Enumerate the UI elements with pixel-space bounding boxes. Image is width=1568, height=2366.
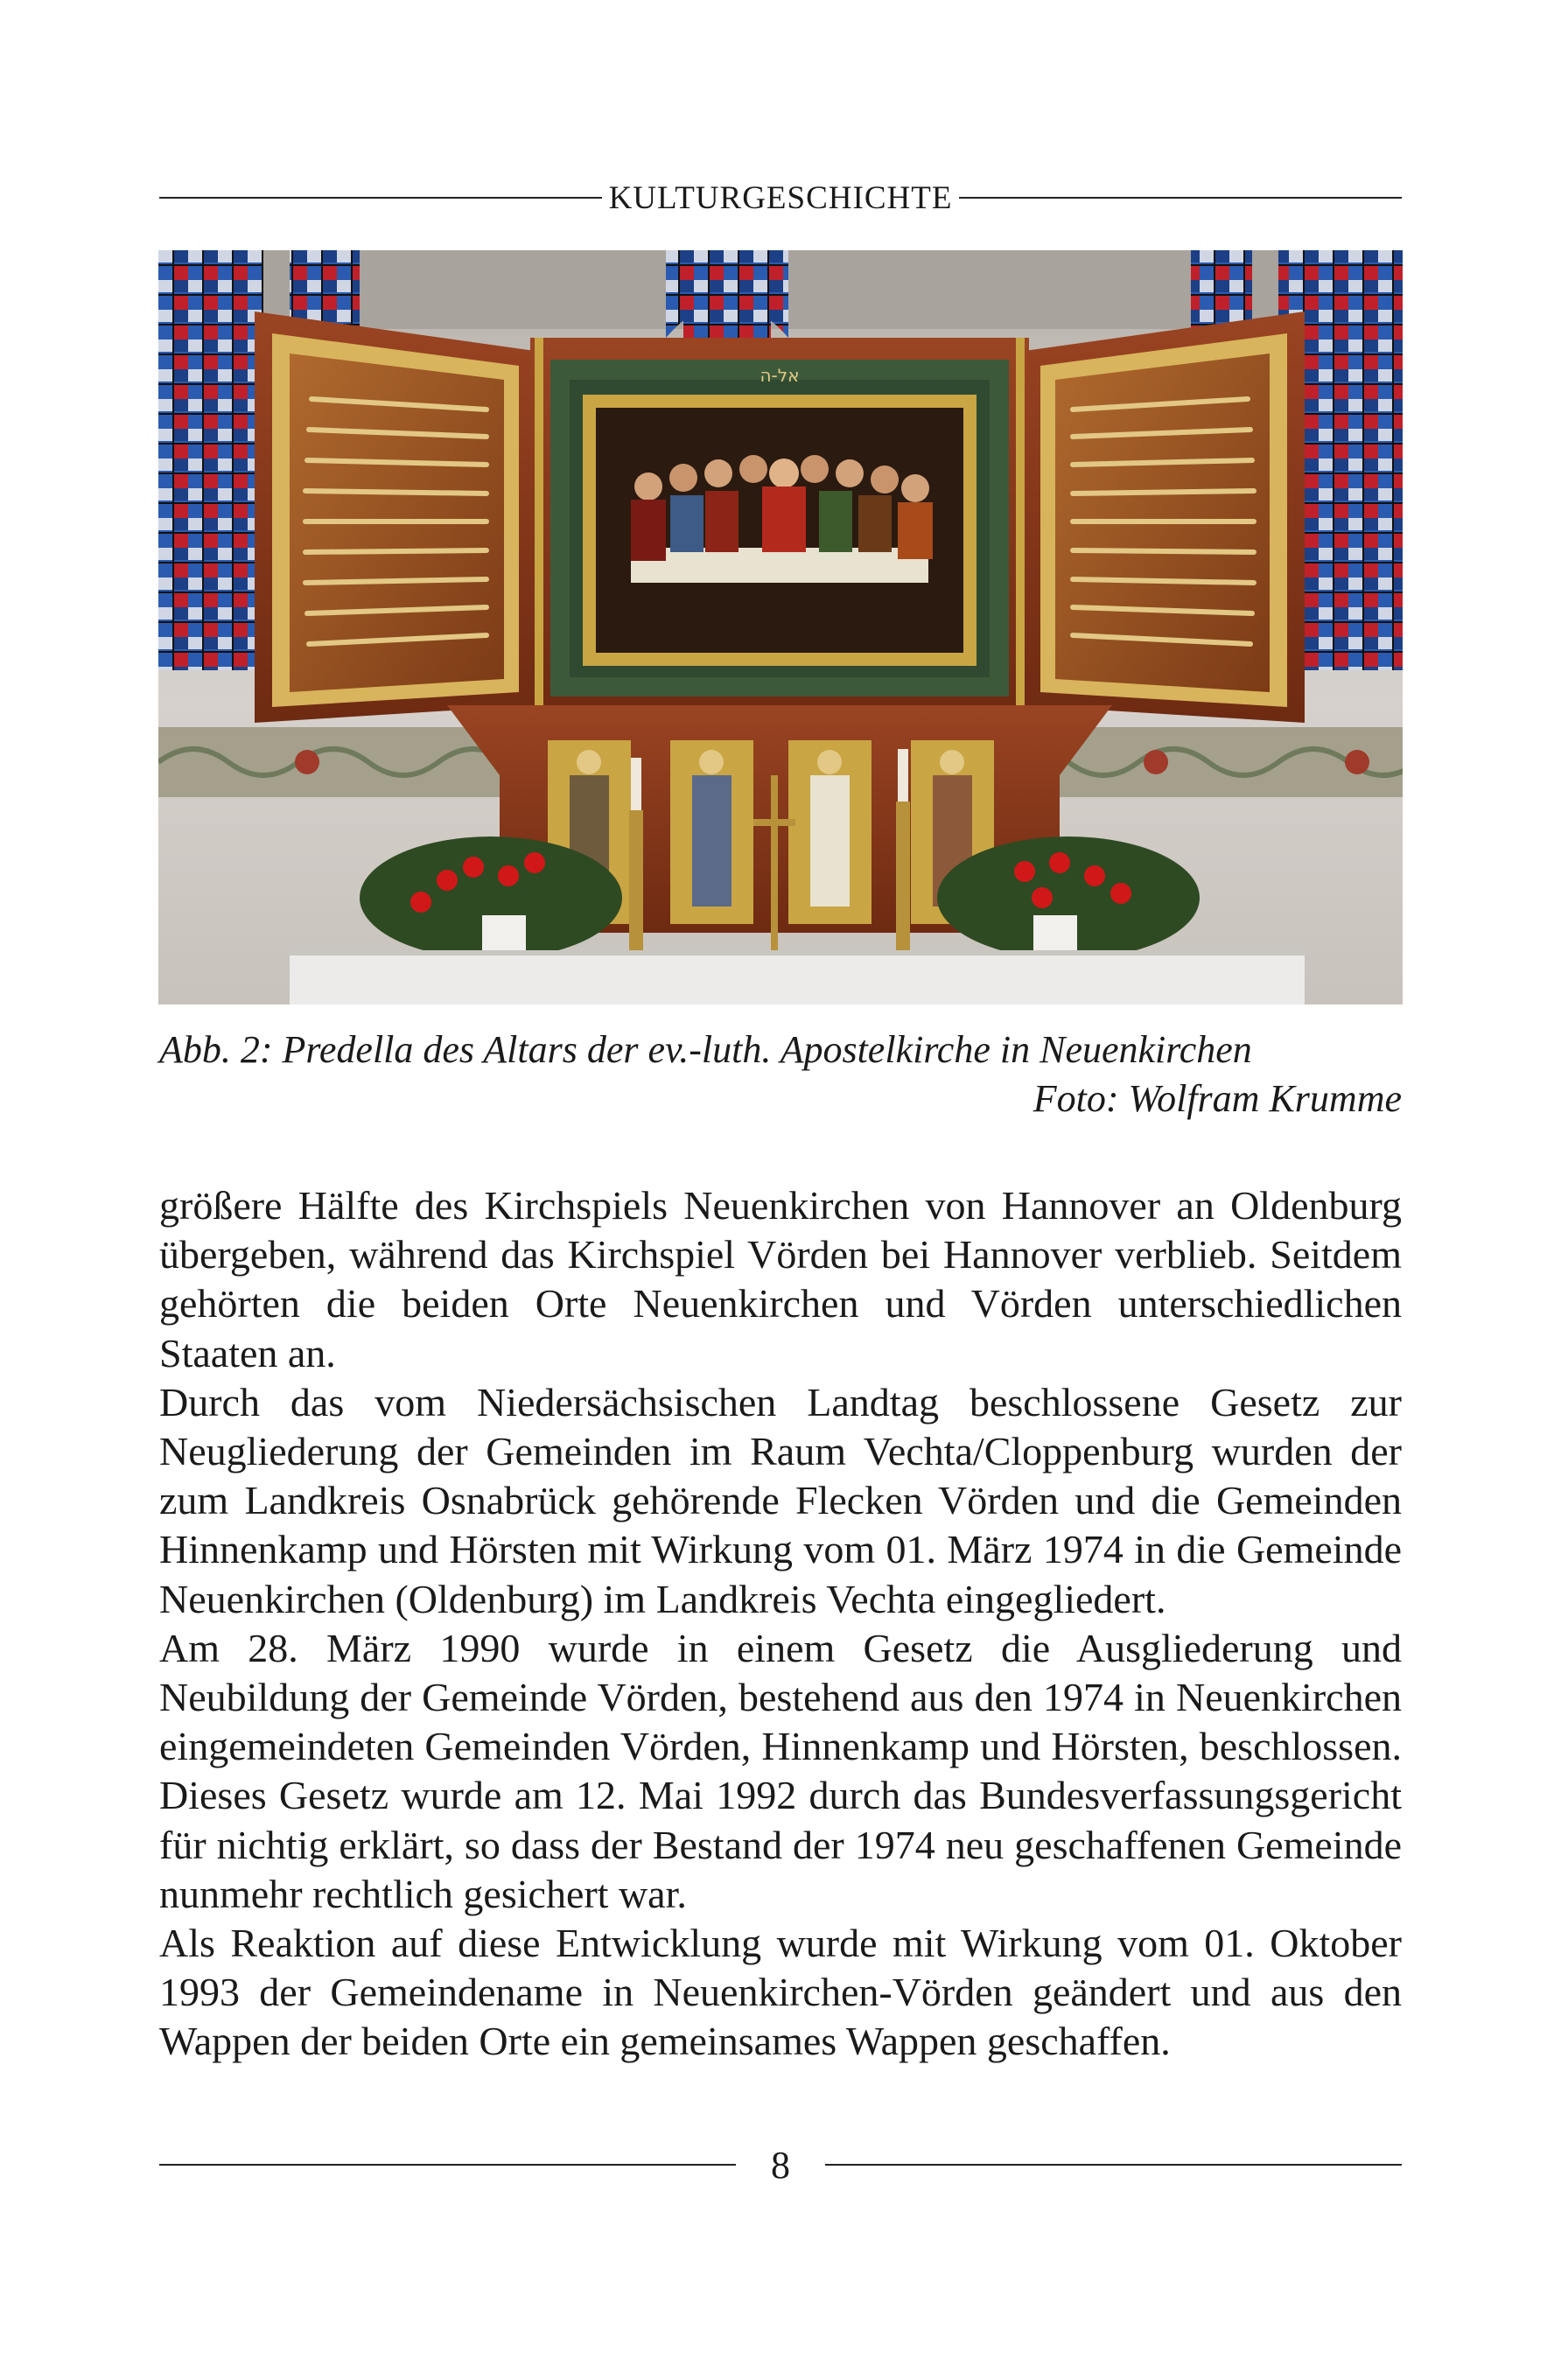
altar-wing-left xyxy=(255,312,535,723)
hebrew-inscription: אל-ה xyxy=(760,365,800,386)
stained-glass-window-left xyxy=(158,250,263,670)
header-rule-right xyxy=(959,197,1402,199)
paragraph: Durch das vom Niedersächsischen Landtag beschlossene Gesetz zur Neugliederung der Gemeinden im Raum Vechta/Cloppenburg wurden der zum Landkreis Osnabrück gehörende Flecken Vörden und die Gemeinden Hinnenkamp und Hörsten mit Wirkung vom 01. März 1974 in die Gemeinde Neuenkirchen (Oldenburg) im Landkreis Vechta eingegliedert. xyxy=(159,1379,1402,1621)
section-title: KULTURGESCHICHTE xyxy=(608,179,953,216)
footer-rule-right xyxy=(825,2164,1402,2166)
altar-table xyxy=(290,950,1305,1004)
altar-photo xyxy=(158,250,1403,1004)
altar-center-panel xyxy=(530,338,1029,714)
figure-caption xyxy=(159,1026,1402,1124)
caption-text: Abb. 2: Predella des Altars der ev.-luth. Apostelkirche in Neuenkirchen xyxy=(159,1028,1252,1071)
paragraph: größere Hälfte des Kirchspiels Neuenkirchen von Hannover an Oldenburg übergeben, während das Kirchspiel Vörden bei Hannover verblieb. Seitdem gehörten die beiden Orte Neuenkirchen und Vörden unterschiedlichen Staaten an. xyxy=(159,1183,1402,1376)
flower-arrangement-left xyxy=(360,836,622,959)
flower-arrangement-right xyxy=(937,836,1200,959)
page-number: 8 xyxy=(771,2143,790,2187)
page-footer xyxy=(159,2138,1402,2191)
header-rule-left xyxy=(159,197,602,199)
running-header xyxy=(159,173,1402,222)
body-text xyxy=(159,1181,1402,2067)
photo-credit: Foto: Wolfram Krumme xyxy=(1032,1077,1402,1120)
altar-wing-right xyxy=(1025,312,1305,723)
paragraph: Am 28. März 1990 wurde in einem Gesetz die Ausgliederung und Neubildung der Gemeinde Vörden, bestehend aus den 1974 in Neuenkirchen eingemeindeten Gemeinden Vörden, Hinnenkamp und Hörsten, beschlossen. Dieses Gesetz wurde am 12. Mai 1992 durch das Bundesverfassungsgericht für nichtig erklärt, so dass der Bestand der 1974 neu geschaffenen Gemeinde nunmehr rechtlich gesichert war. xyxy=(159,1625,1402,1916)
footer-rule-left xyxy=(159,2164,736,2166)
paragraph: Als Reaktion auf diese Entwicklung wurde mit Wirkung vom 01. Oktober 1993 der Gemeindename in Neuenkirchen-Vörden geändert und aus den Wappen der beiden Orte ein gemeinsames Wappen geschaffen. xyxy=(159,1921,1402,2064)
